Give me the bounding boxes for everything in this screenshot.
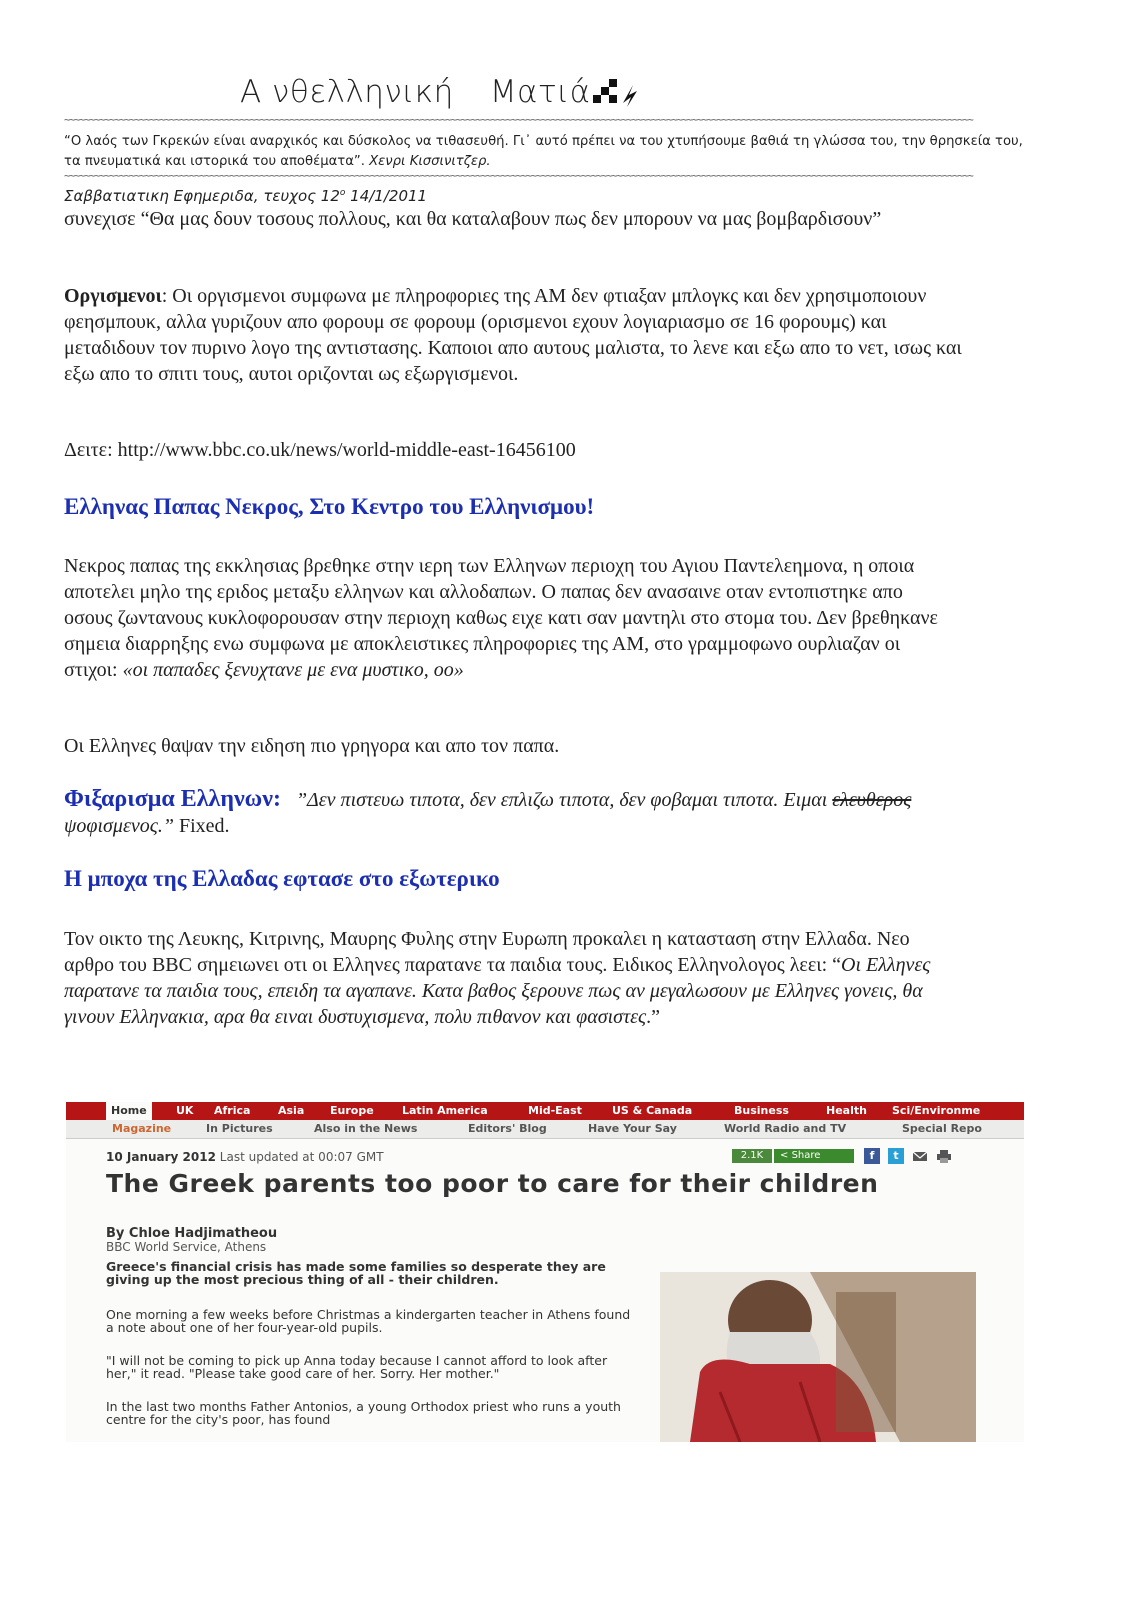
- orgismenoi-paragraph: Οργισμενοι: Οι οργισμενοι συμφωνα με πληροφοριες της ΑΜ δεν φτιαξαν μπλογκς και δεν χρησιμοποιουν φεησμπουκ, αλλα γυριζουν απο φορουμ σε φορουμ (ορισμενοι εχουν λογιαριασμο σε 16 φορουμς) και μεταδιδουν τον πυρινο λογο της αντιστασης. Καποιοι απο αυτους μαλιστα, το λενε και εξω απο το νετ, ισως και εξω απο το σπιτι τους, αυτοι οριζονται ως εξωργισμενοι.: [64, 285, 962, 385]
- bbc-nav-uk[interactable]: UK: [176, 1104, 194, 1117]
- fixarisma-heading: Φιξαρισμα Ελληνων:: [64, 786, 281, 812]
- bbc-nav-in-pictures[interactable]: In Pictures: [206, 1122, 273, 1135]
- article2-heading: Η μποχα της Ελλαδας εφτασε στο εξωτερικο: [64, 866, 500, 891]
- bbc-nav-latin-america[interactable]: Latin America: [402, 1104, 488, 1117]
- bbc-nav-mid-east[interactable]: Mid-East: [528, 1104, 582, 1117]
- masthead-part1: Α νθελληνική: [240, 74, 454, 110]
- orgismenoi-label: Οργισμενοι: [64, 285, 162, 307]
- bbc-share-button[interactable]: < Share: [774, 1149, 854, 1163]
- bbc-nav-also-in-news[interactable]: Also in the News: [314, 1122, 418, 1135]
- article2-body: Τον οικτο της Λευκης, Κιτρινης, Μαυρης Φυλης στην Ευρωπη προκαλει η κατασταση στην Ελλαδα. Νεο αρθρο του BBC σημειωνει οτι οι Ελληνες παρατανε τα παιδια τους. Ειδικος Ελληνολογος λεει: “Οι Ελληνες παρατανε τα παιδια τους, επειδη τα αγαπανε. Κατα βαθος ξερουνε πως αν μεγαλωσουν με Ελληνες γονεις, θα γινουν Ελληνακια, αρα θα ειναι δυστυχισμενα, πολυ πιθανον και φασιστες.”: [64, 928, 931, 1028]
- separator-line-bottom: ~~~~~~~~~~~~~~~~~~~~~~~~~~~~~~~~~~~~~~~~~~~~~~~~~~~~~~~~~~~~~~~~~~~~~~~~~~~~~~~~~~~~~~~~~~~~~~~~~~~~~~~~~~~~~~~~~~~~~~~~~~~~~~~~~~~~~~~~~~~~~~~~~~~~~~~~~~~~~~~~~~~~~~~~~~~~~~~~~~~~~: [64, 172, 973, 182]
- facebook-icon[interactable]: f: [864, 1148, 880, 1164]
- twitter-icon[interactable]: t: [888, 1148, 904, 1164]
- masthead-title: [240, 74, 641, 110]
- bbc-para2: "I will not be coming to pick up Anna today because I cannot afford to look after her," it read. "Please take good care of her. Sorry. Her mother.": [106, 1353, 608, 1381]
- kissinger-quote: [64, 132, 1024, 172]
- bbc-date-line: 10 January 2012 Last updated at 00:07 GMT: [106, 1150, 384, 1164]
- article1-followup: Οι Ελληνες θαψαν την ειδηση πιο γρηγορα και απο τον παπα.: [64, 735, 560, 757]
- article1-heading: Ελληνας Παπας Νεκρος, Στο Κεντρο του Ελληνισμου!: [64, 494, 595, 519]
- bbc-article-screenshot: [66, 1102, 1024, 1442]
- bbc-nav-health[interactable]: Health: [826, 1104, 867, 1117]
- bbc-nav-europe[interactable]: Europe: [330, 1104, 374, 1117]
- see-link[interactable]: Δειτε: http://www.bbc.co.uk/news/world-middle-east-16456100: [64, 439, 576, 461]
- bbc-nav-us-canada[interactable]: US & Canada: [612, 1104, 693, 1117]
- bbc-primary-nav: [66, 1102, 1024, 1120]
- quote-text: “Ο λαός των Γκρεκών είναι αναρχικός και δύσκολος να τιθασευθή. Γι᾽ αυτό πρέπει να του χτυπήσουμε βαθιά τη γλώσσα του, την θρησκεία του, τα πνευματικά και ιστορικά του αποθέματα”.: [64, 134, 1023, 169]
- intro-paragraph: συνεχισε “Θα μας δουν τοσους πολλους, και θα καταλαβουν πως δεν μπορουν να μας βομβαρδισουν”: [64, 208, 882, 230]
- bbc-nav-business[interactable]: Business: [734, 1104, 789, 1117]
- bbc-nav-editors-blog[interactable]: Editors' Blog: [468, 1122, 547, 1135]
- print-icon[interactable]: [936, 1148, 952, 1164]
- bbc-lead: Greece's financial crisis has made some families so desperate they are giving up the most precious thing of all - their children.: [106, 1259, 606, 1287]
- bbc-nav-magazine[interactable]: Magazine: [112, 1122, 172, 1135]
- article1-body: Νεκρος παπας της εκκλησιας βρεθηκε στην ιερη των Ελληνων περιοχη του Αγιου Παντελεημονα, η οποια αποτελει μηλο της εριδος μεταξυ ελληνων και αλλοδαπων. Ο παπας δεν ανασαινε οταν εντοπιστηκε απο οσους ζωντανους κυκλοφορουσαν στην περιοχη καθως ειχε κατι σαν μαντηλι στο στομα του. Δεν βρεθηκανε σημεια διαρρηξης ενω συμφωνα με αποκλειστικες πληροφοριες της ΑΜ, στο γραμμοφωνο ουρλιαζαν οι στιχοι: «οι παπαδες ξενυχτανε με ενα μυστικο, οο»: [64, 555, 938, 681]
- quote-author: Χενρι Κισσινιτζερ.: [369, 154, 491, 169]
- separator-line-top: ~~~~~~~~~~~~~~~~~~~~~~~~~~~~~~~~~~~~~~~~~~~~~~~~~~~~~~~~~~~~~~~~~~~~~~~~~~~~~~~~~~~~~~~~~~~~~~~~~~~~~~~~~~~~~~~~~~~~~~~~~~~~~~~~~~~~~~~~~~~~~~~~~~~~~~~~~~~~~~~~~~~~~~~~~~~~~~~~~~~~~: [64, 116, 973, 126]
- bbc-byline-org: BBC World Service, Athens: [106, 1240, 267, 1254]
- bbc-child-photo: [660, 1272, 976, 1442]
- masthead-part2: Ματιά: [489, 74, 591, 110]
- bbc-nav-africa[interactable]: Africa: [214, 1104, 251, 1117]
- bbc-nav-asia[interactable]: Asia: [278, 1104, 305, 1117]
- bbc-article-title: The Greek parents too poor to care for their children: [106, 1169, 879, 1198]
- article1-lyrics: «οι παπαδες ξενυχτανε με ενα μυστικο, οο»: [122, 659, 464, 681]
- bbc-share-count: 2.1K: [732, 1149, 772, 1163]
- bbc-nav-have-your-say[interactable]: Have Your Say: [588, 1122, 677, 1135]
- bbc-para3: In the last two months Father Antonios, a young Orthodox priest who runs a youth centre for the city's poor, has found: [106, 1399, 621, 1427]
- fixarisma-paragraph: Φιξαρισμα Ελληνων: ”Δεν πιστευω τιποτα, δεν επλιζω τιποτα, δεν φοβαμαι τιποτα. Ειμαι ελευθερος ψοφισμενος.” Fixed.: [64, 786, 912, 837]
- bbc-nav-sci[interactable]: Sci/Environme: [892, 1104, 981, 1117]
- bbc-secondary-nav: [66, 1120, 1024, 1139]
- struck-word: ελευθερος: [832, 789, 912, 811]
- bbc-byline: By Chloe Hadjimatheou: [106, 1226, 278, 1241]
- bbc-para1: One morning a few weeks before Christmas a kindergarten teacher in Athens found a note about one of her four-year-old pupils.: [106, 1307, 631, 1335]
- email-icon[interactable]: [912, 1148, 928, 1164]
- bbc-nav-special-reports[interactable]: Special Repo: [902, 1122, 982, 1135]
- masthead-logo-icon: [593, 79, 641, 109]
- issue-line: Σαββατιατικη Εφημεριδα, τευχος $12^o$ 14/1/2011: [64, 187, 428, 205]
- bbc-nav-world-radio[interactable]: World Radio and TV: [724, 1122, 847, 1135]
- expert-quote: Οι Ελληνες παρατανε τα παιδια τους, επειδη τα αγαπανε. Κατα βαθος ξερουνε πως αν μεγαλωσουν με Ελληνες γονεις, θα γινουν Ελληνακια, αρα θα ειναι δυστυχισμενα, πολυ πιθανον και φασιστες: [64, 954, 931, 1028]
- bbc-nav-home[interactable]: Home: [106, 1102, 152, 1120]
